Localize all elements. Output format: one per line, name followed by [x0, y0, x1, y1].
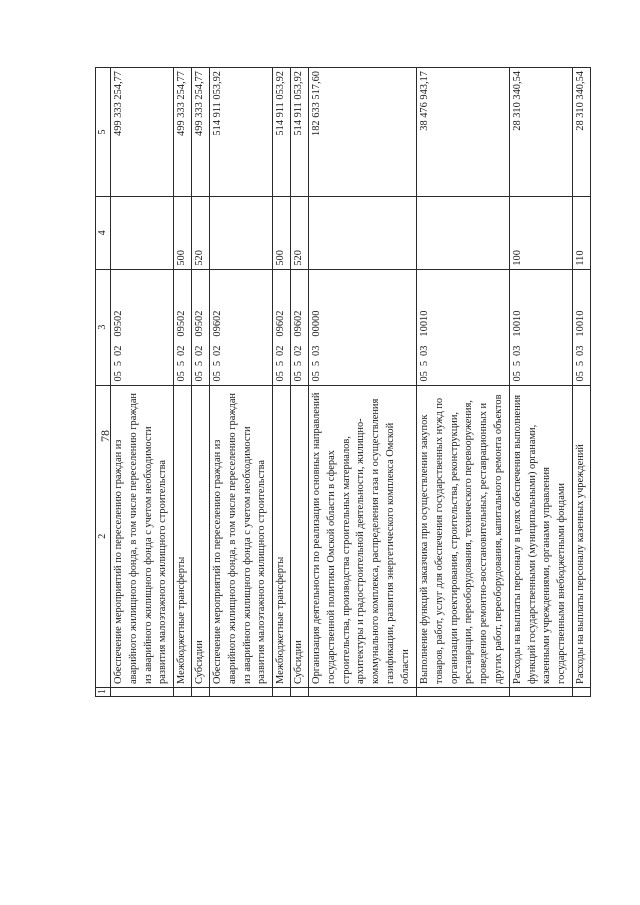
row-code [572, 269, 590, 385]
header-col-1: 1 [96, 687, 111, 696]
table-row [291, 68, 309, 697]
header-row [96, 68, 111, 697]
row-number-cell [111, 687, 174, 696]
row-code [509, 269, 572, 385]
row-sum: 514 911 053,92 [273, 68, 291, 197]
code-part: 10010 [511, 310, 523, 337]
row-name: Межбюджетные трансферты [174, 385, 192, 687]
header-col-2: 2 [96, 385, 111, 687]
code-part: 02 [194, 345, 206, 356]
row-number-cell [291, 687, 309, 696]
code-part: 10010 [574, 310, 586, 337]
code-part: 02 [212, 345, 224, 356]
code-part: 03 [574, 345, 586, 356]
code-part: 02 [293, 345, 305, 356]
code-part: 5 [311, 360, 323, 367]
row-name: Обеспечение мероприятий по переселению граждан из аварийного жилищного фонда, в том числе переселению граждан из аварийного жилищного фонда с учетом необходимости развития малоэтажного жилищного строительства [111, 385, 174, 687]
row-type [309, 197, 417, 270]
table-row [417, 68, 510, 697]
row-type: 500 [273, 197, 291, 270]
row-type [111, 197, 174, 270]
row-code [309, 269, 417, 385]
table-row [572, 68, 590, 697]
code-part: 00000 [311, 310, 323, 337]
row-code [417, 269, 510, 385]
code-part: 5 [275, 360, 287, 367]
code-part: 02 [176, 345, 188, 356]
code-part: 09602 [275, 310, 287, 337]
row-type: 500 [174, 197, 192, 270]
rotated-table-wrapper [95, 67, 591, 697]
row-number-cell [417, 687, 510, 696]
row-sum: 499 333 254,77 [174, 68, 192, 197]
row-code [210, 269, 273, 385]
row-number-cell [309, 687, 417, 696]
row-name: Субсидии [192, 385, 210, 687]
header-col-4: 4 [96, 197, 111, 270]
code-part: 03 [511, 345, 523, 356]
row-number-cell [174, 687, 192, 696]
code-part: 5 [293, 360, 305, 367]
table-row [509, 68, 572, 697]
code-part: 03 [419, 345, 431, 356]
code-part: 5 [511, 360, 523, 367]
code-part: 05 [212, 371, 224, 382]
row-number-cell [273, 687, 291, 696]
code-part: 09502 [176, 310, 188, 337]
row-number-cell [572, 687, 590, 696]
header-col-3: 3 [96, 269, 111, 385]
code-part: 5 [194, 360, 206, 367]
row-name: Организация деятельности по реализации основных направлений государственной политики Омской области в сферах строительства, производства строительных материалов, архитектуры и градостроительной деятельности, жилищно-коммунального комплекса, распределения газа и осуществления газификации, развития энергетического комплекса Омской области [309, 385, 417, 687]
code-part: 09602 [293, 310, 305, 337]
row-sum: 514 911 053,92 [291, 68, 309, 197]
table-row [111, 68, 174, 697]
page-number: 78 [98, 430, 112, 442]
row-type: 520 [192, 197, 210, 270]
code-part: 09502 [194, 310, 206, 337]
code-part: 09502 [113, 310, 125, 337]
row-type: 110 [572, 197, 590, 270]
budget-table [95, 67, 591, 697]
code-part: 05 [511, 371, 523, 382]
row-name: Расходы на выплаты персоналу в целях обеспечения выполнения функций государственными (муниципальными) органами, казенными учреждениями, органами управления государственными внебюджетными фондами [509, 385, 572, 687]
header-col-5: 5 [96, 68, 111, 197]
row-number-cell [509, 687, 572, 696]
row-sum: 182 633 517,60 [309, 68, 417, 197]
table-row [192, 68, 210, 697]
row-code [174, 269, 192, 385]
row-code [111, 269, 174, 385]
row-sum: 28 310 340,54 [572, 68, 590, 197]
code-part: 5 [176, 360, 188, 367]
row-code [291, 269, 309, 385]
row-sum: 499 333 254,77 [192, 68, 210, 197]
code-part: 10010 [419, 310, 431, 337]
row-type [210, 197, 273, 270]
code-part: 05 [176, 371, 188, 382]
table-row [210, 68, 273, 697]
code-part: 05 [293, 371, 305, 382]
row-type: 100 [509, 197, 572, 270]
row-name: Субсидии [291, 385, 309, 687]
table-row [174, 68, 192, 697]
row-sum: 28 310 340,54 [509, 68, 572, 197]
row-code [273, 269, 291, 385]
code-part: 5 [419, 360, 431, 367]
code-part: 09602 [212, 310, 224, 337]
row-name: Выполнение функций заказчика при осуществлении закупок товаров, работ, услуг для обеспечения государственных нужд по организации проектирования, строительства, реконструкции, реставрации, переоборудования, технического перевооружения, проведению ремонтно-восстановительных, реставрационных и других работ, переоборудования, капитального ремонта объектов [417, 385, 510, 687]
table-row [273, 68, 291, 697]
row-sum: 38 476 943,17 [417, 68, 510, 197]
code-part: 5 [574, 360, 586, 367]
code-part: 03 [311, 345, 323, 356]
row-code [192, 269, 210, 385]
code-part: 05 [194, 371, 206, 382]
row-sum: 514 911 053,92 [210, 68, 273, 197]
row-name: Расходы на выплаты персоналу казенных учреждений [572, 385, 590, 687]
row-name: Обеспечение мероприятий по переселению граждан из аварийного жилищного фонда, в том числе переселению граждан из аварийного жилищного фонда с учетом необходимости развития малоэтажного жилищного строительства [210, 385, 273, 687]
row-type [417, 197, 510, 270]
table-row [309, 68, 417, 697]
row-name: Межбюджетные трансферты [273, 385, 291, 687]
code-part: 5 [113, 360, 125, 367]
row-number-cell [192, 687, 210, 696]
row-number-cell [210, 687, 273, 696]
code-part: 02 [113, 345, 125, 356]
code-part: 05 [275, 371, 287, 382]
code-part: 02 [275, 345, 287, 356]
code-part: 05 [113, 371, 125, 382]
code-part: 05 [311, 371, 323, 382]
code-part: 05 [574, 371, 586, 382]
row-sum: 499 333 254,77 [111, 68, 174, 197]
row-type: 520 [291, 197, 309, 270]
code-part: 05 [419, 371, 431, 382]
code-part: 5 [212, 360, 224, 367]
